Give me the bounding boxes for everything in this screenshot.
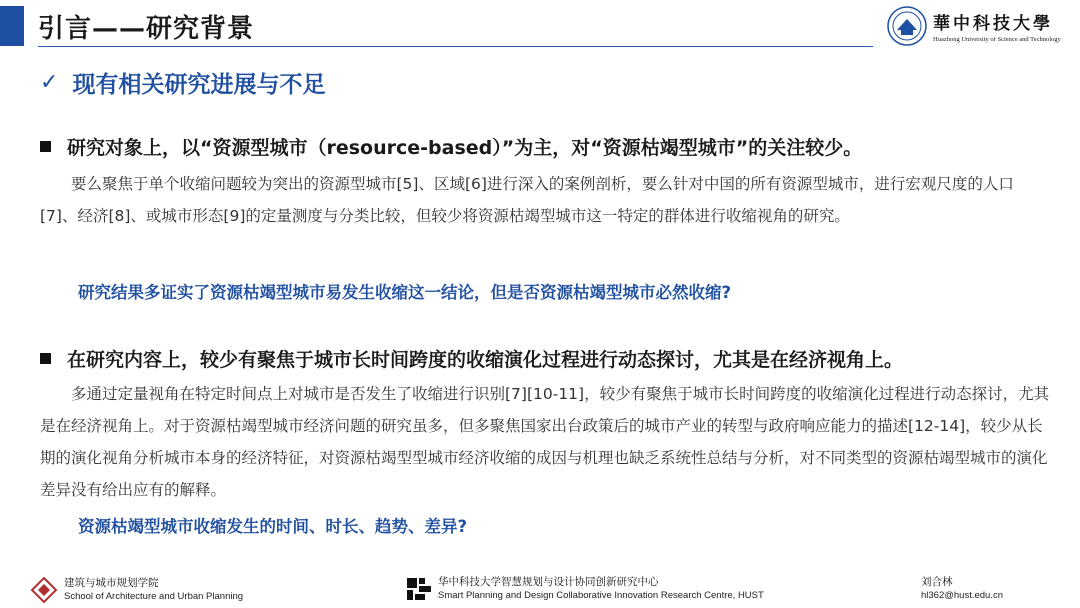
university-name-en: Huazhong University of Science and Technology	[933, 36, 1061, 43]
square-bullet-icon	[40, 353, 51, 364]
subheading-text: 现有相关研究进展与不足	[72, 72, 326, 98]
school-emblem-icon	[30, 576, 58, 604]
section-1-heading	[40, 133, 862, 160]
footer-author	[921, 576, 1003, 602]
footer-centre-cn: 华中科技大学智慧规划与设计协同创新研究中心	[438, 576, 659, 588]
footer-school	[30, 576, 243, 604]
section-2-question: 资源枯竭型城市收缩发生的时间、时长、趋势、差异?	[78, 517, 468, 536]
footer-school-en: School of Architecture and Urban Planning	[64, 591, 244, 602]
section-1-heading-text: 研究对象上，以“资源型城市（resource-based）”为主，对“资源枯竭型城市”的关注较少。	[67, 137, 863, 159]
section-2-body: 多通过定量视角在特定时间点上对城市是否发生了收缩进行识别[7][10-11]，较少有聚焦于城市长时间跨度的收缩演化过程进行动态探讨，尤其是在经济视角上。对于资源枯竭型城市经济问题的研究虽多，但多聚焦国家出台政策后的城市产业的转型与政府响应能力的描述[12-14]，较少从长期的演化视角分析城市本身的经济特征，对资源枯竭型型城市经济收缩的成因与机理也缺乏系统性总结与分析，对不同类型的资源枯竭型城市的演化差异没有给出应有的解释。	[40, 385, 1050, 499]
title-accent-bar	[0, 6, 24, 46]
square-bullet-icon	[40, 141, 51, 152]
footer-centre-en: Smart Planning and Design Collaborative Innovation Research Centre, HUST	[438, 590, 764, 601]
checkmark-icon: ✓	[40, 70, 59, 95]
footer-school-cn: 建筑与城市规划学院	[64, 577, 159, 589]
university-logo	[887, 6, 1067, 46]
research-centre-logo-icon	[406, 577, 432, 601]
footer	[0, 570, 1080, 608]
section-1-body: 要么聚焦于单个收缩问题较为突出的资源型城市[5]、区域[6]进行深入的案例剖析，要么针对中国的所有资源型城市，进行宏观尺度的人口[7]、经济[8]、或城市形态[9]的定量测度与分类比较，但较少将资源枯竭型城市这一特定的群体进行收缩视角的研究。	[40, 175, 1014, 225]
title-divider	[38, 46, 873, 47]
section-2-heading-text: 在研究内容上，较少有聚焦于城市长时间跨度的收缩演化过程进行动态探讨，尤其是在经济视角上。	[67, 349, 904, 371]
university-seal-icon	[887, 6, 927, 46]
slide-title: 引言——研究背景	[38, 14, 255, 44]
footer-research-centre	[406, 576, 764, 602]
university-name-cn: 華中科技大學	[933, 14, 1053, 34]
section-1-question: 研究结果多证实了资源枯竭型城市易发生收缩这一结论，但是否资源枯竭型城市必然收缩?	[78, 283, 732, 302]
section-2-heading	[40, 345, 903, 372]
author-name: 刘合林	[921, 576, 953, 588]
section-subheading	[40, 66, 325, 99]
author-email: hl362@hust.edu.cn	[921, 590, 1004, 601]
